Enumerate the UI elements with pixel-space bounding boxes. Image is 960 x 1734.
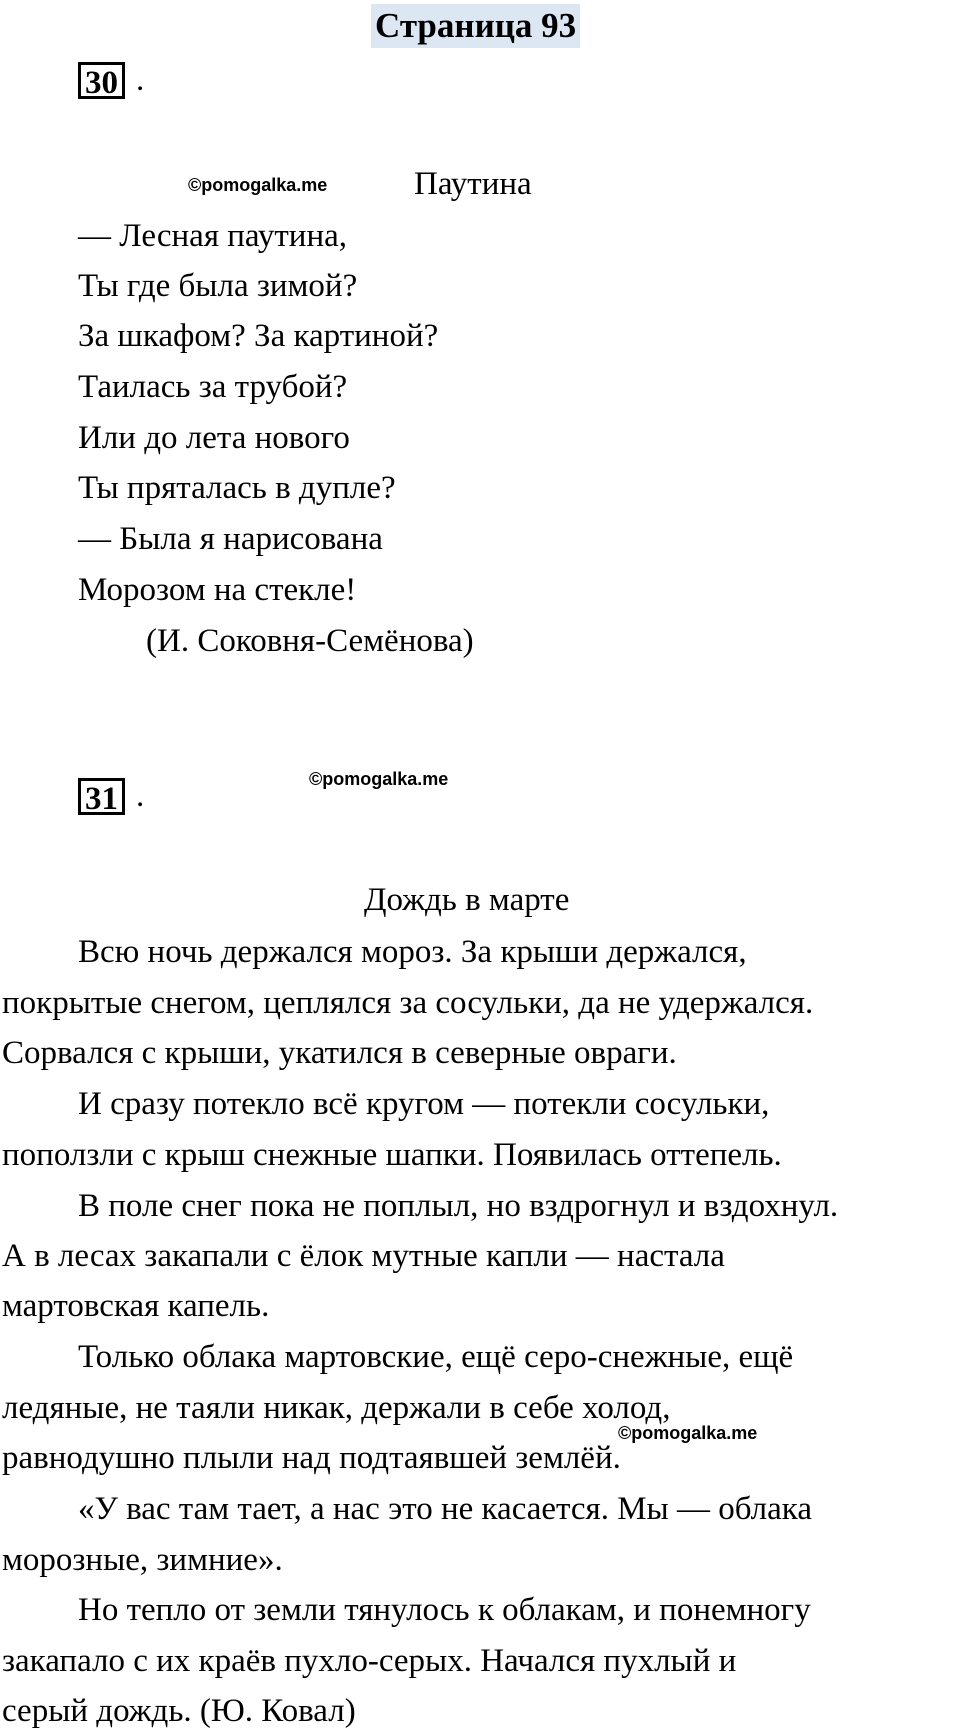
story-line: И сразу потекло всё кругом — потекли сосульки,	[78, 1086, 770, 1122]
exercise-31-number: 31	[78, 778, 125, 815]
story-line: покрытые снегом, цеплялся за сосульки, да не удержался.	[2, 985, 814, 1021]
poem-line: Морозом на стекле!	[78, 572, 357, 608]
story-line: ледяные, не таяли никак, держали в себе холод,	[2, 1390, 671, 1426]
poem-line: — Лесная паутина,	[78, 218, 348, 254]
story-line: А в лесах закапали с ёлок мутные капли — настала	[2, 1238, 725, 1274]
exercise-30-number: 30	[78, 62, 125, 99]
poem-line: Или до лета нового	[78, 420, 350, 456]
story-line: Только облака мартовские, ещё серо-снежные, ещё	[78, 1339, 794, 1375]
poem-line: За шкафом? За картиной?	[78, 318, 439, 354]
story-line: морозные, зимние».	[2, 1542, 283, 1578]
poem-line: — Была я нарисована	[78, 521, 383, 557]
exercise-31-dot: .	[136, 778, 145, 814]
story-line: равнодушно плыли над подтаявшей землёй.	[2, 1440, 621, 1476]
poem-line: Ты пряталась в дупле?	[78, 470, 396, 506]
poem-title: Паутина	[414, 166, 532, 202]
story-line: Сорвался с крыши, укатился в северные овраги.	[2, 1035, 677, 1071]
poem-line: Таилась за трубой?	[78, 369, 348, 405]
exercise-30-dot: .	[136, 62, 145, 98]
poem-author: (И. Соковня-Семёнова)	[146, 623, 474, 659]
story-line: закапало с их краёв пухло-серых. Начался пухлый и	[2, 1643, 737, 1679]
story-line: мартовская капель.	[2, 1288, 270, 1324]
watermark: ©pomogalka.me	[618, 1423, 758, 1443]
story-line: В поле снег пока не поплыл, но вздрогнул и вздохнул.	[78, 1188, 839, 1224]
poem-line: Ты где была зимой?	[78, 268, 358, 304]
story-line: серый дождь. (Ю. Ковал)	[2, 1693, 356, 1729]
story-line: «У вас там тает, а нас это не касается. Мы — облака	[78, 1491, 812, 1527]
story-line: Всю ночь держался мороз. За крыши держался,	[78, 934, 747, 970]
watermark: ©pomogalka.me	[188, 175, 328, 195]
story-title: Дождь в марте	[364, 882, 570, 918]
story-line: Но тепло от земли тянулось к облакам, и понемногу	[78, 1592, 811, 1628]
watermark: ©pomogalka.me	[309, 769, 449, 789]
page-title: Страница 93	[371, 4, 580, 48]
story-line: поползли с крыш снежные шапки. Появилась оттепель.	[2, 1137, 782, 1173]
